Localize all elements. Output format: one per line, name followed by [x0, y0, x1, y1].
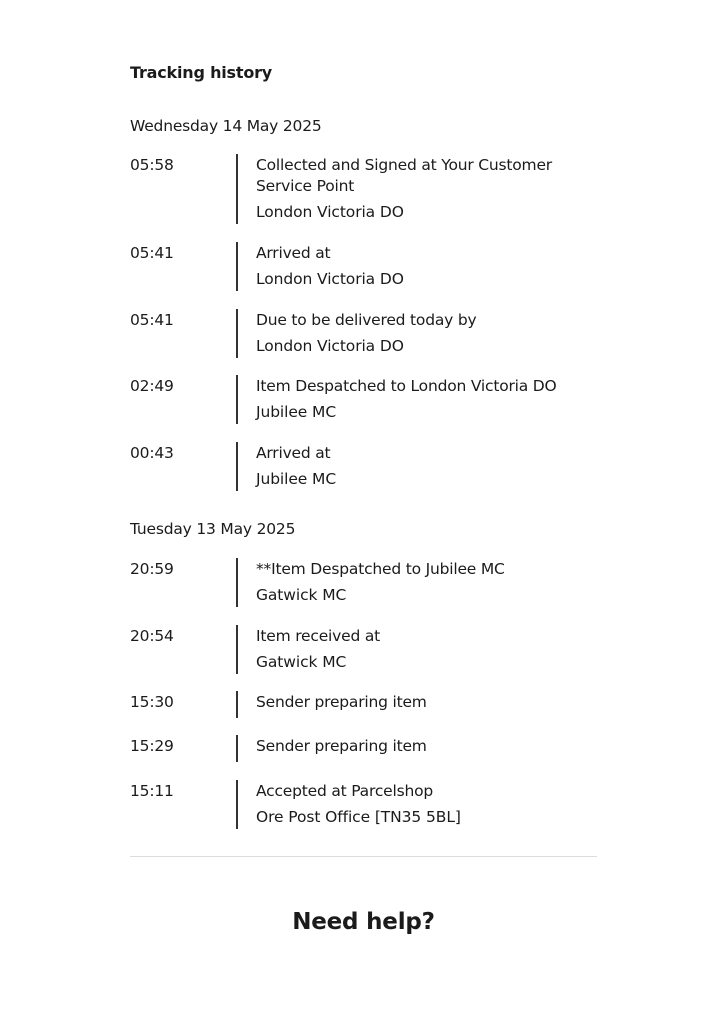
event-status: Accepted at Parcelshop [256, 782, 433, 800]
tracking-event [130, 375, 597, 424]
section-title: Tracking history [130, 63, 273, 82]
timeline-bar [236, 625, 238, 674]
event-time: 15:11 [130, 782, 174, 800]
timeline-bar [236, 780, 238, 829]
tracking-event [130, 625, 597, 674]
tracking-event [130, 154, 597, 224]
event-time: 02:49 [130, 377, 174, 395]
timeline-bar [236, 242, 238, 291]
timeline-bar [236, 375, 238, 424]
event-status: Item received at [256, 627, 380, 645]
day-heading: Tuesday 13 May 2025 [130, 520, 296, 538]
timeline-bar [236, 154, 238, 224]
timeline-bar [236, 691, 238, 718]
event-status: Collected and Signed at Your Customer Service Point [256, 156, 552, 195]
event-time: 00:43 [130, 444, 174, 462]
tracking-event [130, 442, 597, 491]
tracking-event [130, 691, 597, 718]
event-location: Jubilee MC [256, 470, 337, 488]
tracking-event [130, 735, 597, 762]
event-status: Sender preparing item [256, 737, 427, 755]
event-time: 15:29 [130, 737, 174, 755]
timeline-bar [236, 442, 238, 491]
event-status: **Item Despatched to Jubilee MC [256, 560, 505, 578]
event-time: 20:54 [130, 627, 174, 645]
event-location: Jubilee MC [256, 403, 337, 421]
timeline-bar [236, 735, 238, 762]
event-location: Gatwick MC [256, 653, 347, 671]
event-location: London Victoria DO [256, 270, 404, 288]
tracking-event [130, 558, 597, 607]
event-location: Gatwick MC [256, 586, 347, 604]
event-location: London Victoria DO [256, 337, 404, 355]
timeline-bar [236, 558, 238, 607]
event-status: Arrived at [256, 244, 331, 262]
timeline-bar [236, 309, 238, 358]
tracking-event [130, 780, 597, 829]
event-status: Item Despatched to London Victoria DO [256, 377, 557, 395]
section-divider [130, 856, 597, 857]
event-time: 05:41 [130, 311, 174, 329]
event-time: 15:30 [130, 693, 174, 711]
event-status: Sender preparing item [256, 693, 427, 711]
event-status: Arrived at [256, 444, 331, 462]
tracking-event [130, 309, 597, 358]
tracking-event [130, 242, 597, 291]
need-help-heading: Need help? [292, 909, 435, 935]
event-location: Ore Post Office [TN35 5BL] [256, 808, 461, 826]
day-heading: Wednesday 14 May 2025 [130, 117, 322, 135]
event-status: Due to be delivered today by [256, 311, 477, 329]
event-time: 05:58 [130, 156, 174, 174]
event-time: 20:59 [130, 560, 174, 578]
event-time: 05:41 [130, 244, 174, 262]
event-location: London Victoria DO [256, 203, 404, 221]
